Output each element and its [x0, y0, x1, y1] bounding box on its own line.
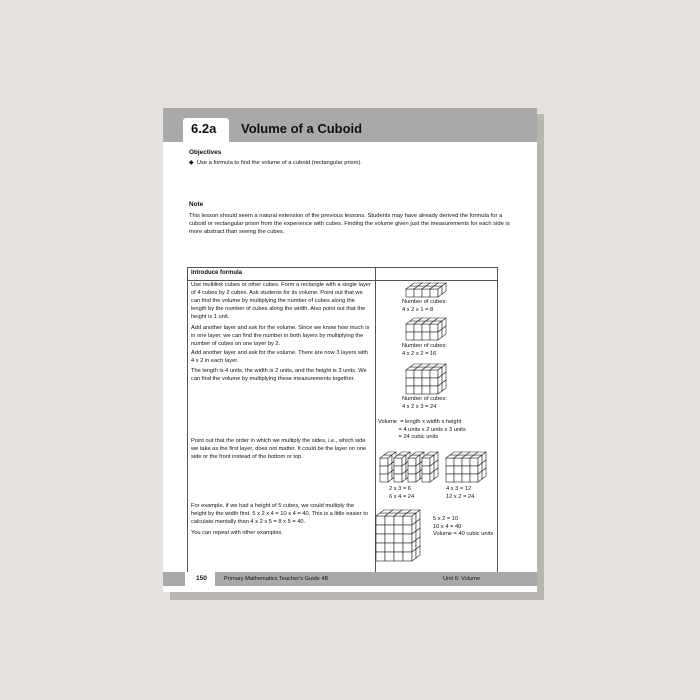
- objective-text: Use a formula to find the volume of a cuboid (rectangular prism).: [196, 160, 362, 166]
- cube-front-face: [422, 474, 430, 482]
- cuboid-4x2x2-figure: [405, 317, 445, 343]
- cuboid-4x2x3-figure: [405, 359, 445, 399]
- cube-front-face: [462, 458, 470, 466]
- footer-unit: Unit 6: Volume: [443, 576, 480, 582]
- paragraph-repeat: You can repeat with other examples.: [191, 530, 283, 536]
- cube-front-face: [403, 525, 412, 534]
- cube-front-face: [422, 466, 430, 474]
- paragraph-order: Point out that the order in which we multiply the sides, i.e., which side we take as the first layer, does not matter. It could be the layer on one side or the front instead of the bottom or top.: [191, 438, 367, 460]
- bullet-icon: ◆: [189, 160, 194, 166]
- lesson-title: Volume of a Cuboid: [241, 121, 363, 136]
- cube-front-face: [385, 534, 394, 543]
- cube-front-face: [406, 370, 414, 378]
- cube-front-face: [422, 370, 430, 378]
- cube-front-face: [454, 458, 462, 466]
- objectives-heading: Objectives: [189, 149, 222, 156]
- caption-4x2x5: 5 x 2 = 10 10 x 4 = 40 Volume = 40 cubic units: [433, 516, 494, 538]
- cuboid-side-layers-figure: [379, 448, 439, 488]
- caption-4x2x2: Number of cubes: 4 x 2 x 2 = 16: [402, 343, 447, 357]
- cube-front-face: [414, 378, 422, 386]
- table-header-divider: [188, 280, 497, 281]
- cube-front-face: [394, 552, 403, 561]
- cube-front-face: [430, 324, 438, 332]
- cube-front-face: [385, 543, 394, 552]
- cube-front-face: [403, 534, 412, 543]
- cube-front-face: [394, 474, 402, 482]
- paragraph-third-layer: Add another layer and ask for the volume. There are now 3 layers with 4 x 2 in each layer.: [191, 350, 368, 364]
- cube-front-face: [394, 525, 403, 534]
- note-text: This lesson should seem a natural extension of the previous lessons. Students may have already derived the formula for a cuboid or rectangular prism from the experience with cubes. Finding the volume given just the measurements for each side is more abstract than seeing the cubes.: [189, 213, 510, 236]
- cube-front-face: [394, 516, 403, 525]
- page-number: 150: [196, 575, 207, 582]
- cube-front-face: [403, 543, 412, 552]
- objective-item: [189, 160, 519, 166]
- cube-front-face: [406, 378, 414, 386]
- cube-front-face: [414, 289, 422, 297]
- cube-front-face: [406, 386, 414, 394]
- caption-4x2x3: Number of cubes: 4 x 2 x 3 = 24: [402, 396, 447, 410]
- cube-front-face: [462, 466, 470, 474]
- cube-front-face: [430, 386, 438, 394]
- caption-front-layers: 4 x 3 = 12 12 x 2 = 24: [446, 486, 475, 500]
- cube-front-face: [380, 474, 388, 482]
- cube-front-face: [470, 474, 478, 482]
- cube-front-face: [385, 516, 394, 525]
- cube-front-face: [406, 332, 414, 340]
- cube-front-face: [394, 543, 403, 552]
- cuboid-front-layers-figure: [443, 448, 493, 488]
- cube-front-face: [470, 466, 478, 474]
- cube-front-face: [446, 466, 454, 474]
- cube-front-face: [394, 534, 403, 543]
- lesson-number: 6.2a: [191, 121, 217, 136]
- paragraph-second-layer: Add another layer and ask for the volume. Since we know how much is in one layer, we can find the number in both layers by multiplying the number of cubes on one layer by 2.: [191, 325, 370, 347]
- cube-front-face: [403, 516, 412, 525]
- caption-side-layers: 2 x 3 = 6 6 x 4 = 24: [389, 486, 415, 500]
- lesson-table: [187, 267, 498, 573]
- cube-front-face: [430, 378, 438, 386]
- cube-front-face: [446, 458, 454, 466]
- cube-front-face: [385, 525, 394, 534]
- cube-front-face: [403, 552, 412, 561]
- cube-front-face: [376, 552, 385, 561]
- cube-front-face: [422, 289, 430, 297]
- cube-front-face: [422, 332, 430, 340]
- cube-front-face: [414, 324, 422, 332]
- paragraph-measurements: The length is 4 units, the width is 2 units, and the height is 3 units. We can find the volume by multiplying these measurements together.: [191, 368, 367, 382]
- cube-front-face: [414, 370, 422, 378]
- footer-band: [163, 572, 537, 586]
- cube-front-face: [422, 378, 430, 386]
- footer-book-title: Primary Mathematics Teacher's Guide 4B: [224, 576, 329, 582]
- cube-front-face: [454, 466, 462, 474]
- cube-front-face: [385, 552, 394, 561]
- cube-front-face: [422, 458, 430, 466]
- cube-front-face: [376, 543, 385, 552]
- cube-front-face: [446, 474, 454, 482]
- paragraph-example: For example, if we had a height of 5 cubes, we could multiply the height by the width first. 5 x 2 x 4 = 10 x 4 = 40. This is a little easier to calculate mentally than 4 x 2 x 5 = 8 x 5 = 40.: [191, 503, 368, 525]
- cube-front-face: [408, 474, 416, 482]
- cube-front-face: [454, 474, 462, 482]
- cuboid-4x2x5-figure: [375, 509, 425, 571]
- cube-front-face: [414, 332, 422, 340]
- table-header: Introduce formula: [191, 270, 243, 276]
- cube-front-face: [408, 458, 416, 466]
- cube-front-face: [376, 516, 385, 525]
- cube-front-face: [380, 466, 388, 474]
- cube-front-face: [414, 386, 422, 394]
- document-page: [163, 108, 537, 592]
- paragraph-intro: Use multilink cubes or other cubes. Form a rectangle with a single layer of 4 cubes by 2 cubes. Ask students for its volume. Point out that we can find the volume by multiplying the number of cubes along the length by the number of cubes along the width. Also point out that the height is 1 unit.: [191, 282, 371, 320]
- cube-front-face: [408, 466, 416, 474]
- volume-formula: Volume = length x width x height = 4 units x 2 units x 3 units = 24 cubic units: [378, 419, 466, 441]
- cube-front-face: [430, 370, 438, 378]
- cube-front-face: [376, 534, 385, 543]
- cube-front-face: [462, 474, 470, 482]
- cube-front-face: [422, 324, 430, 332]
- cube-front-face: [376, 525, 385, 534]
- cube-front-face: [394, 466, 402, 474]
- cube-front-face: [380, 458, 388, 466]
- cube-front-face: [394, 458, 402, 466]
- cube-front-face: [406, 324, 414, 332]
- caption-4x2x1: Number of cubes: 4 x 2 x 1 = 8: [402, 299, 447, 313]
- cube-front-face: [470, 458, 478, 466]
- cube-front-face: [430, 332, 438, 340]
- cube-front-face: [406, 289, 414, 297]
- cube-front-face: [422, 386, 430, 394]
- cube-front-face: [430, 289, 438, 297]
- note-heading: Note: [189, 201, 204, 208]
